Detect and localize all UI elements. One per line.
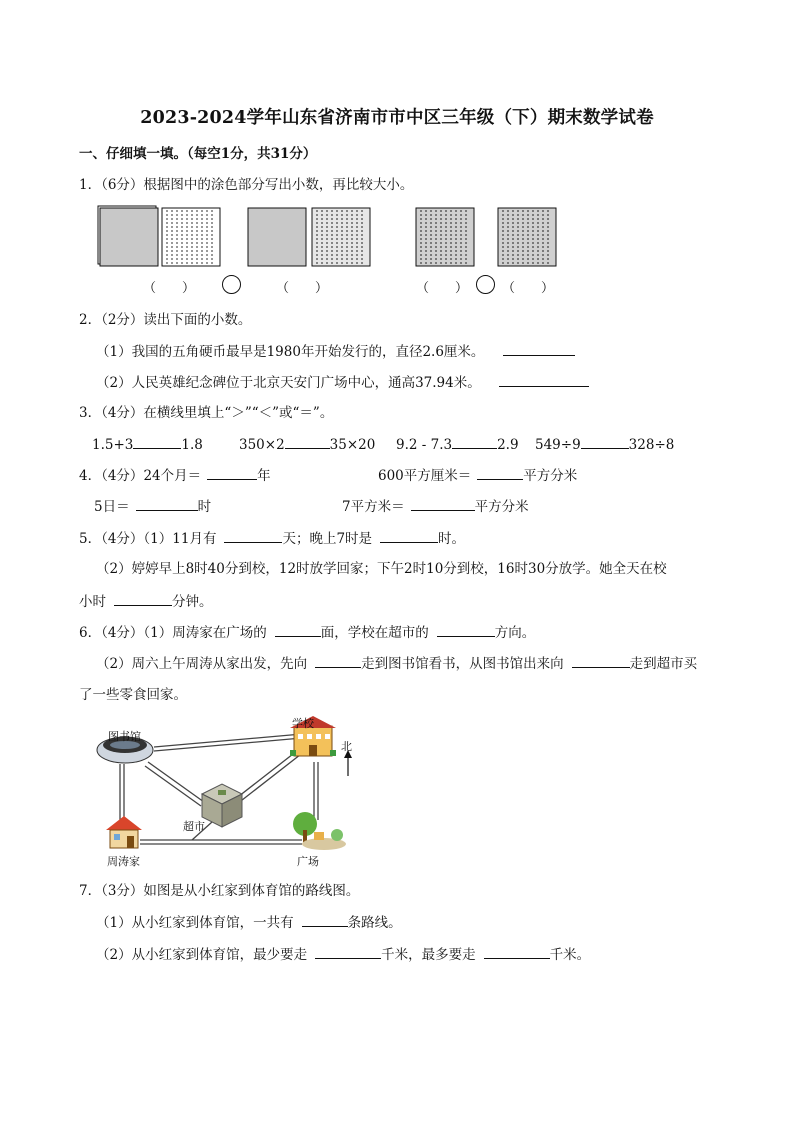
q1-compare-circle-1[interactable] [222, 275, 241, 294]
q5-line-3-text: 小时 [79, 594, 106, 610]
q2-part-1 [96, 342, 575, 361]
map-label-library: 图书馆 [108, 730, 141, 743]
q5-line-2: （2）婷婷早上8时40分到校，12时放学回家；下午2时10分到校，16时30分放学。她全天在校 [96, 561, 667, 577]
q6-line-2-mid: 走到图书馆看书，从图书馆出来向 [361, 656, 564, 672]
map-label-supermarket: 超市 [183, 820, 205, 833]
q4-d-unit: 平方分米 [474, 499, 529, 515]
q7-part-1 [96, 913, 402, 932]
map-label-square: 广场 [297, 855, 319, 868]
page-title: 2023-2024学年山东省济南市市中区三年级（下）期末数学试卷 [140, 108, 654, 128]
q6-blank-3[interactable] [315, 654, 361, 668]
q6-blank-2[interactable] [437, 623, 495, 637]
q7-part-2-mid: 千米，最多要走 [381, 947, 476, 963]
q5-line-1-text: 5．（4分）（1）11月有 [79, 531, 217, 547]
question-6-line-2 [96, 654, 697, 673]
q2-answer-blank-2[interactable] [499, 373, 589, 387]
q1-answer-blank-4[interactable]: （ ） [502, 281, 555, 296]
q4-a-unit: 年 [257, 468, 271, 484]
q1-answer-blank-1[interactable]: （ ） [143, 281, 196, 296]
q7-part-2 [96, 945, 590, 964]
q1-answer-blank-3[interactable]: （ ） [416, 281, 469, 296]
q6-blank-4[interactable] [572, 654, 630, 668]
q5-line-3-end: 分钟。 [172, 594, 213, 610]
q5-line-1-mid: 天；晚上7时是 [282, 531, 373, 547]
map-label-home: 周涛家 [107, 855, 140, 868]
q7-part-2-end: 千米。 [549, 947, 591, 963]
q3-item-3 [396, 435, 519, 454]
q7-part-1-text: （1）从小红家到体育馆，一共有 [96, 915, 294, 931]
q3-item-2-right: 35×20 [329, 437, 376, 453]
q3-blank-2[interactable] [285, 435, 330, 449]
q2-part-1-text: （1）我国的五角硬币最早是1980年开始发行的，直径2.6厘米。 [96, 344, 485, 360]
q2-part-2 [96, 373, 589, 392]
question-4-item-b [378, 466, 577, 485]
q6-line-1-end: 方向。 [494, 625, 536, 641]
q3-item-2-left: 350×2 [239, 437, 285, 453]
question-4-item-c [94, 497, 211, 516]
supermarket-icon [202, 784, 242, 827]
question-4-item-d [342, 497, 529, 516]
q4-a-prefix: 24个月＝ [143, 468, 202, 484]
q2-part-2-text: （2）人民英雄纪念碑位于北京天安门广场中心，通高37.94米。 [96, 375, 481, 391]
q1-answer-blank-2[interactable]: （ ） [276, 281, 329, 296]
q5-line-1-end: 时。 [438, 531, 466, 547]
q3-item-3-left: 9.2 - 7.3 [396, 437, 453, 453]
q4-blank-a[interactable] [207, 466, 257, 480]
q4-b-unit: 平方分米 [523, 468, 578, 484]
q3-item-2 [239, 435, 375, 454]
question-6-line-1 [79, 623, 535, 642]
q5-blank-2[interactable] [380, 529, 438, 543]
q3-blank-3[interactable] [452, 435, 497, 449]
section-heading: 一、仔细填一填。（每空1分，共31分） [79, 146, 317, 162]
question-4-line-1 [79, 466, 271, 485]
question-7: 7．（3分）如图是从小红家到体育馆的路线图。 [79, 883, 360, 899]
q6-line-3: 了一些零食回家。 [79, 687, 187, 703]
q7-blank-3[interactable] [484, 945, 550, 959]
q7-blank-1[interactable] [302, 913, 348, 927]
q3-item-4-right: 328÷8 [628, 437, 675, 453]
q3-blank-1[interactable] [133, 435, 181, 449]
q6-line-2-end: 走到超市买 [629, 656, 698, 672]
q4-d-prefix: 7平方米＝ [342, 499, 405, 515]
question-2: 2．（2分）读出下面的小数。 [79, 312, 252, 328]
q1-figure-c [415, 207, 560, 269]
q7-part-2-text: （2）从小红家到体育馆，最少要走 [96, 947, 308, 963]
q3-item-1-left: 1.5+3 [92, 437, 134, 453]
question-1: 1．（6分）根据图中的涂色部分写出小数，再比较大小。 [79, 177, 414, 193]
q6-blank-1[interactable] [275, 623, 321, 637]
home-icon [106, 816, 142, 848]
q7-blank-2[interactable] [315, 945, 381, 959]
question-3: 3．（4分）在横线里填上“＞”“＜”或“＝”。 [79, 405, 334, 421]
q4-blank-b[interactable] [477, 466, 523, 480]
q1-figure-a [97, 205, 225, 269]
q4-c-prefix: 5日＝ [94, 499, 130, 515]
q6-line-1-mid: 面，学校在超市的 [320, 625, 429, 641]
q4-blank-d[interactable] [411, 497, 475, 511]
q7-part-1-end: 条路线。 [347, 915, 402, 931]
map-label-school: 学校 [292, 717, 314, 730]
q3-item-4-left: 549÷9 [535, 437, 581, 453]
q4-b-prefix: 600平方厘米＝ [378, 468, 472, 484]
q1-compare-circle-2[interactable] [476, 275, 495, 294]
question-5-line-1 [79, 529, 465, 548]
q1-figure-b [247, 207, 372, 269]
q4-c-unit: 时 [197, 499, 212, 515]
q3-item-4 [535, 435, 674, 454]
q3-blank-4[interactable] [581, 435, 629, 449]
q3-item-1 [92, 435, 203, 454]
q5-blank-3[interactable] [114, 592, 172, 606]
q6-line-1-text: 6．（4分）（1）周涛家在广场的 [79, 625, 267, 641]
q6-line-2-text: （2）周六上午周涛从家出发，先向 [96, 656, 308, 672]
q3-item-3-right: 2.9 [497, 437, 519, 453]
q5-line-3 [79, 592, 213, 611]
map-label-north: 北 [341, 740, 352, 753]
q3-item-1-right: 1.8 [181, 437, 203, 453]
q5-blank-1[interactable] [224, 529, 282, 543]
q4-blank-c[interactable] [136, 497, 198, 511]
q2-answer-blank-1[interactable] [503, 342, 575, 356]
question-4-label: 4．（4分） [79, 468, 144, 484]
